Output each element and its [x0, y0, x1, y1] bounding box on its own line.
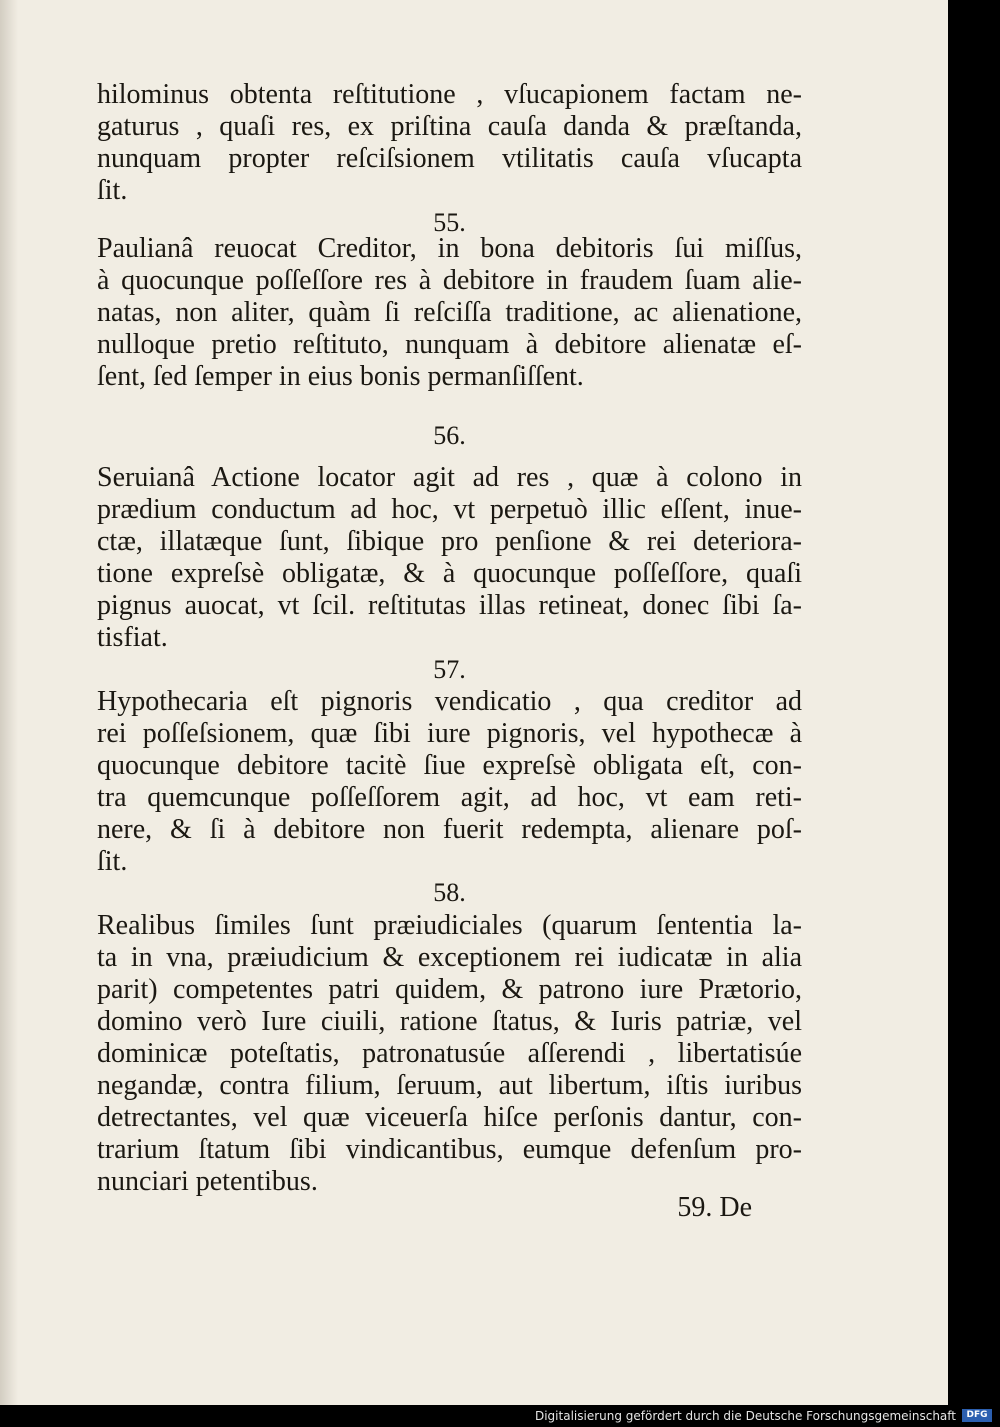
text-line: nunciari petentibus. — [97, 1166, 318, 1197]
text-line: hilominus obtenta reſtitutione , vſucapionem factam ne- — [97, 79, 802, 110]
text-line: natas, non aliter, quàm ſi reſciſſa traditione, ac alienatione, — [97, 297, 802, 328]
text-line: nunquam propter reſciſsionem vtilitatis cauſa vſucapta — [97, 143, 802, 174]
text-line: Realibus ſimiles ſunt præiudiciales (quarum ſententia la- — [97, 910, 802, 941]
text-line: tra quemcunque poſſeſſorem agit, ad hoc, vt eam reti- — [97, 782, 802, 813]
text-line: ta in vna, præiudicium & exceptionem rei iudicatæ in alia — [97, 942, 802, 973]
text-line: trarium ſtatum ſibi vindicantibus, eumque defenſum pro- — [97, 1134, 802, 1165]
text-line: prædium conductum ad hoc, vt perpetuò illic eſſent, inue- — [97, 494, 802, 525]
text-line: tione expreſsè obligatæ, & à quocunque poſſeſſore, quaſi — [97, 558, 802, 589]
funding-credit: Digitalisierung gefördert durch die Deutsche Forschungsgemeinschaft — [534, 1409, 956, 1423]
text-line: pignus auocat, vt ſcil. reſtitutas illas retineat, donec ſibi ſa- — [97, 590, 802, 621]
catchword: 59. De — [677, 1192, 752, 1223]
text-line: domino verò Iure ciuili, ratione ſtatus, & Iuris patriæ, vel — [97, 1006, 802, 1037]
text-line: quocunque debitore tacitè ſiue expreſsè obligata eſt, con- — [97, 750, 802, 781]
text-line: parit) competentes patri quidem, & patrono iure Prætorio, — [97, 974, 802, 1005]
text-line: ctæ, illatæque ſunt, ſibique pro penſione & rei deteriora- — [97, 526, 802, 557]
text-line: detrectantes, vel quæ viceuerſa hiſce perſonis dantur, con- — [97, 1102, 802, 1133]
text-line: tisfiat. — [97, 622, 168, 653]
section-number: 55. — [433, 208, 466, 237]
text-line: Seruianâ Actione locator agit ad res , quæ à colono in — [97, 462, 802, 493]
text-line: ſent, ſed ſemper in eius bonis permanſiſſent. — [97, 361, 584, 392]
section-number: 57. — [433, 655, 466, 684]
dfg-logo: DFG — [962, 1409, 992, 1422]
text-line: dominicæ poteſtatis, patronatusúe aſſerendi , libertatisúe — [97, 1038, 802, 1069]
text-line: gaturus , quaſi res, ex priſtina cauſa danda & præſtanda, — [97, 111, 802, 142]
footer-bar — [0, 1405, 1000, 1427]
text-line: ſit. — [97, 175, 128, 206]
section-number: 58. — [433, 878, 466, 907]
text-line: rei poſſeſsionem, quæ ſibi iure pignoris, vel hypothecæ à — [97, 718, 802, 749]
text-line: Paulianâ reuocat Creditor, in bona debitoris ſui miſſus, — [97, 233, 802, 264]
text-line: nere, & ſi à debitore non fuerit redempta, alienare poſ- — [97, 814, 802, 845]
text-line: negandæ, contra filium, ſeruum, aut libertum, iſtis iuribus — [97, 1070, 802, 1101]
text-line: Hypothecaria eſt pignoris vendicatio , qua creditor ad — [97, 686, 802, 717]
section-number: 56. — [433, 421, 466, 450]
text-line: à quocunque poſſeſſore res à debitore in fraudem ſuam alie- — [97, 265, 802, 296]
text-line: nulloque pretio reſtituto, nunquam à debitore alienatæ eſ- — [97, 329, 802, 360]
text-line: ſit. — [97, 846, 128, 877]
